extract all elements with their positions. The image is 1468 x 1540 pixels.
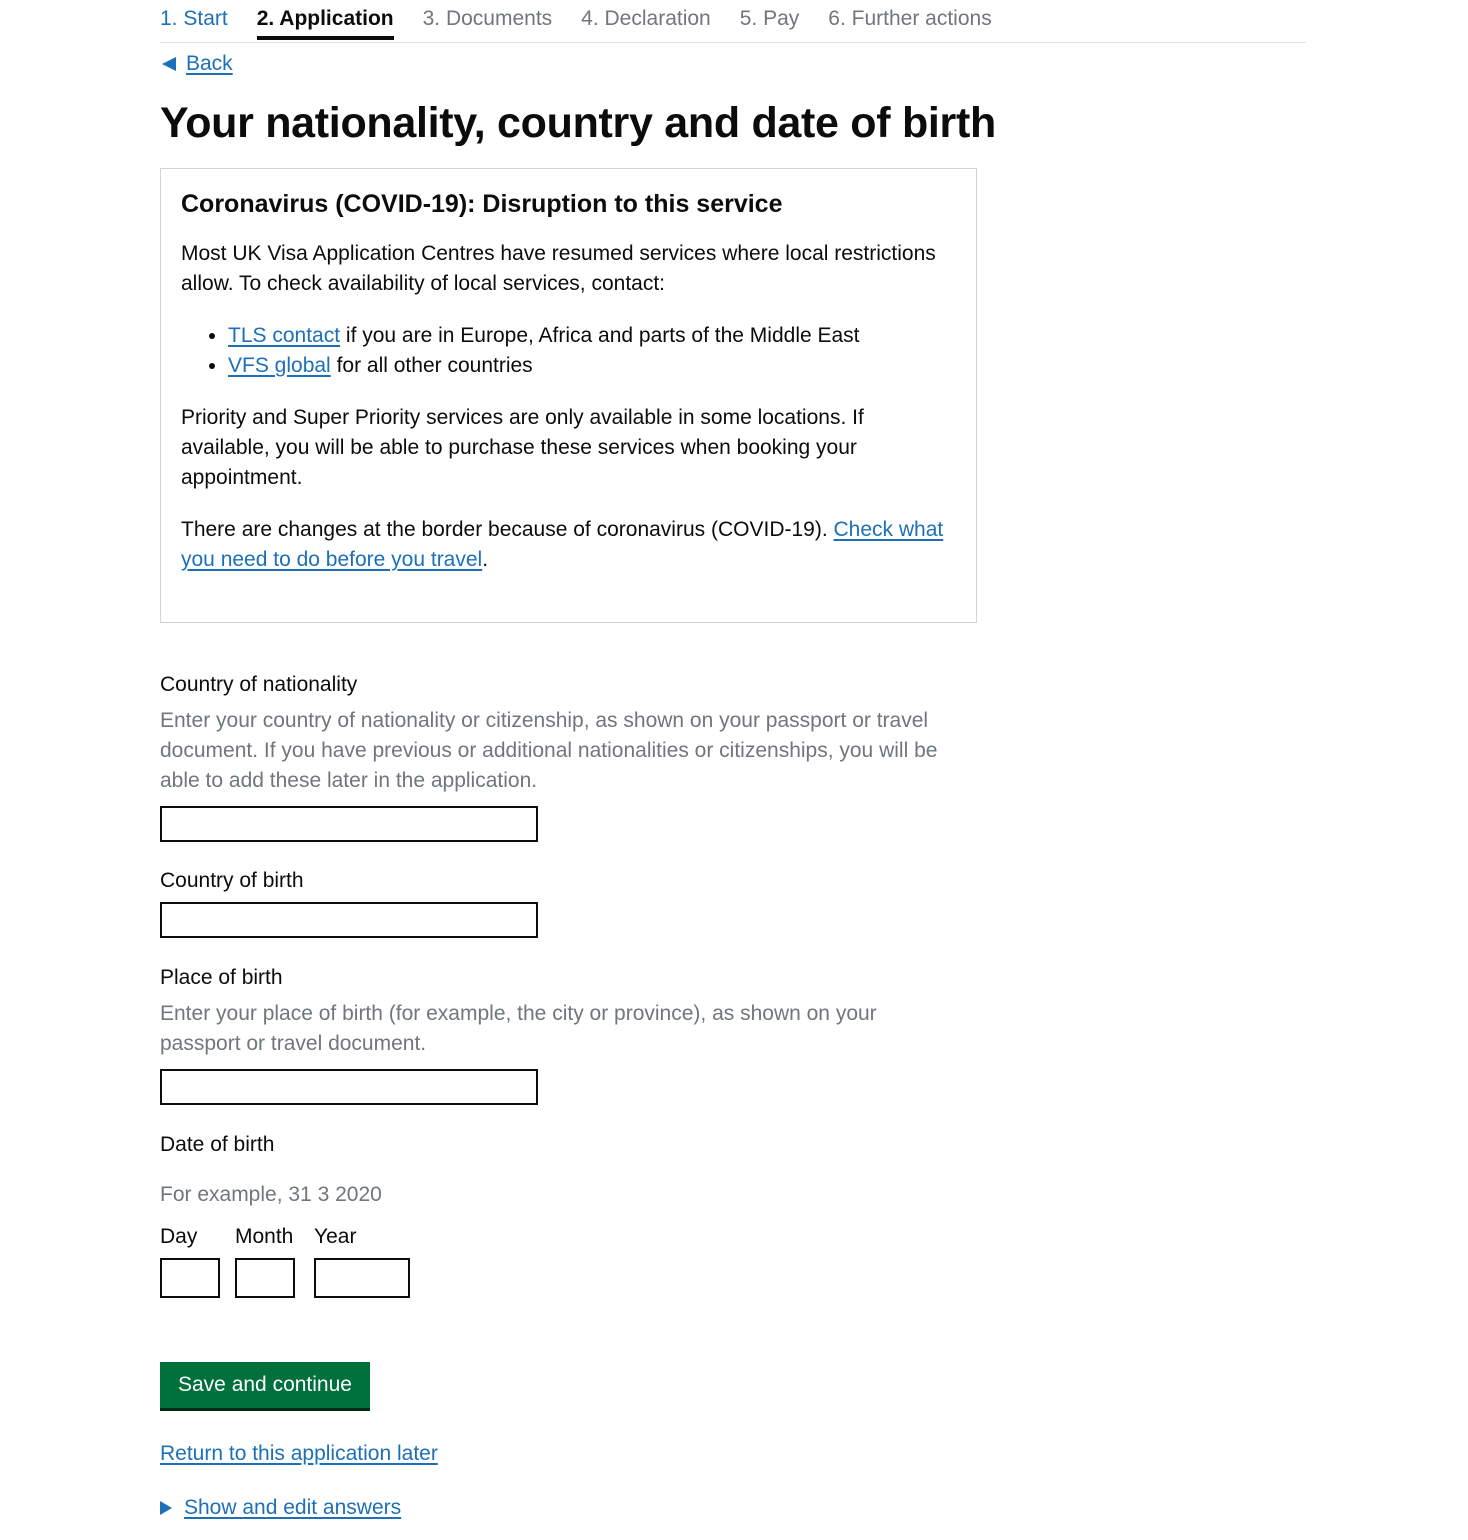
- dob-inputs: [160, 1222, 424, 1298]
- birth-place-field: [160, 963, 980, 1105]
- dob-month-input[interactable]: [235, 1258, 295, 1298]
- show-answers-link[interactable]: Show and edit answers: [184, 1496, 402, 1519]
- dob-day: [160, 1222, 220, 1298]
- step-pay: 5. Pay: [739, 7, 800, 30]
- list-item-text: if you are in Europe, Africa and parts of the Middle East: [340, 324, 860, 347]
- dob-day-input[interactable]: [160, 1258, 220, 1298]
- step-declaration: 4. Declaration: [581, 7, 711, 30]
- back-link-container: [160, 52, 233, 76]
- dob-label: Date of birth: [160, 1133, 275, 1156]
- return-later-link[interactable]: Return to this application later: [160, 1442, 438, 1465]
- birth-place-input[interactable]: [160, 1069, 538, 1105]
- dob-field: [160, 1130, 424, 1298]
- notice-heading: Coronavirus (COVID-19): Disruption to this service: [181, 190, 783, 218]
- dob-year-input[interactable]: [314, 1258, 410, 1298]
- step-further-actions: 6. Further actions: [828, 7, 992, 30]
- notice-paragraph-3-end: .: [482, 548, 489, 571]
- back-arrow-icon: [162, 57, 176, 71]
- dob-month-label: Month: [235, 1225, 294, 1248]
- notice-paragraph-1: Most UK Visa Application Centres have resumed services where local restrictions allow. To check availability of local services, contact:: [181, 242, 936, 295]
- dob-month: [235, 1222, 295, 1298]
- show-answers-toggle[interactable]: [160, 1496, 401, 1520]
- birth-country-label: Country of birth: [160, 869, 304, 892]
- birth-place-hint: Enter your place of birth (for example, the city or province), as shown on your passport or travel document.: [160, 1002, 877, 1055]
- list-item-text: for all other countries: [330, 354, 533, 377]
- nationality-field: [160, 670, 980, 842]
- list-item: [228, 321, 956, 351]
- dob-hint: For example, 31 3 2020: [160, 1183, 382, 1206]
- dob-year-label: Year: [314, 1225, 357, 1248]
- expand-arrow-icon: [160, 1501, 172, 1515]
- notice-list: [181, 321, 956, 381]
- covid-notice: [160, 168, 977, 623]
- notice-paragraph-2: Priority and Super Priority services are only available in some locations. If available, you will be able to purchase these services when booking your appointment.: [181, 406, 864, 489]
- birth-country-input[interactable]: [160, 902, 538, 938]
- birth-country-field: [160, 866, 538, 938]
- step-documents: 3. Documents: [422, 7, 553, 30]
- notice-paragraph-3-text: There are changes at the border because of coronavirus (COVID-19).: [181, 518, 834, 541]
- step-start[interactable]: 1. Start: [160, 7, 228, 30]
- tls-contact-link[interactable]: TLS contact: [228, 324, 341, 347]
- page-title: Your nationality, country and date of birth: [160, 99, 996, 147]
- nationality-input[interactable]: [160, 806, 538, 842]
- back-link[interactable]: Back: [186, 52, 233, 75]
- dob-day-label: Day: [160, 1225, 198, 1248]
- list-item: [228, 351, 956, 381]
- progress-steps: [160, 0, 1306, 43]
- notice-paragraph-3: [181, 515, 956, 575]
- step-application: 2. Application: [257, 8, 394, 40]
- page-container: [160, 0, 1306, 1519]
- nationality-label: Country of nationality: [160, 673, 358, 696]
- birth-place-label: Place of birth: [160, 966, 283, 989]
- save-and-continue-button[interactable]: Save and continue: [160, 1362, 370, 1408]
- vfs-global-link[interactable]: VFS global: [228, 354, 331, 377]
- dob-year: [314, 1222, 410, 1298]
- border-changes-link[interactable]: Check what you need to do before you travel: [181, 518, 944, 571]
- nationality-hint: Enter your country of nationality or citizenship, as shown on your passport or travel document. If you have previous or additional nationalities or citizenships, you will be able to add these later in the application.: [160, 709, 938, 792]
